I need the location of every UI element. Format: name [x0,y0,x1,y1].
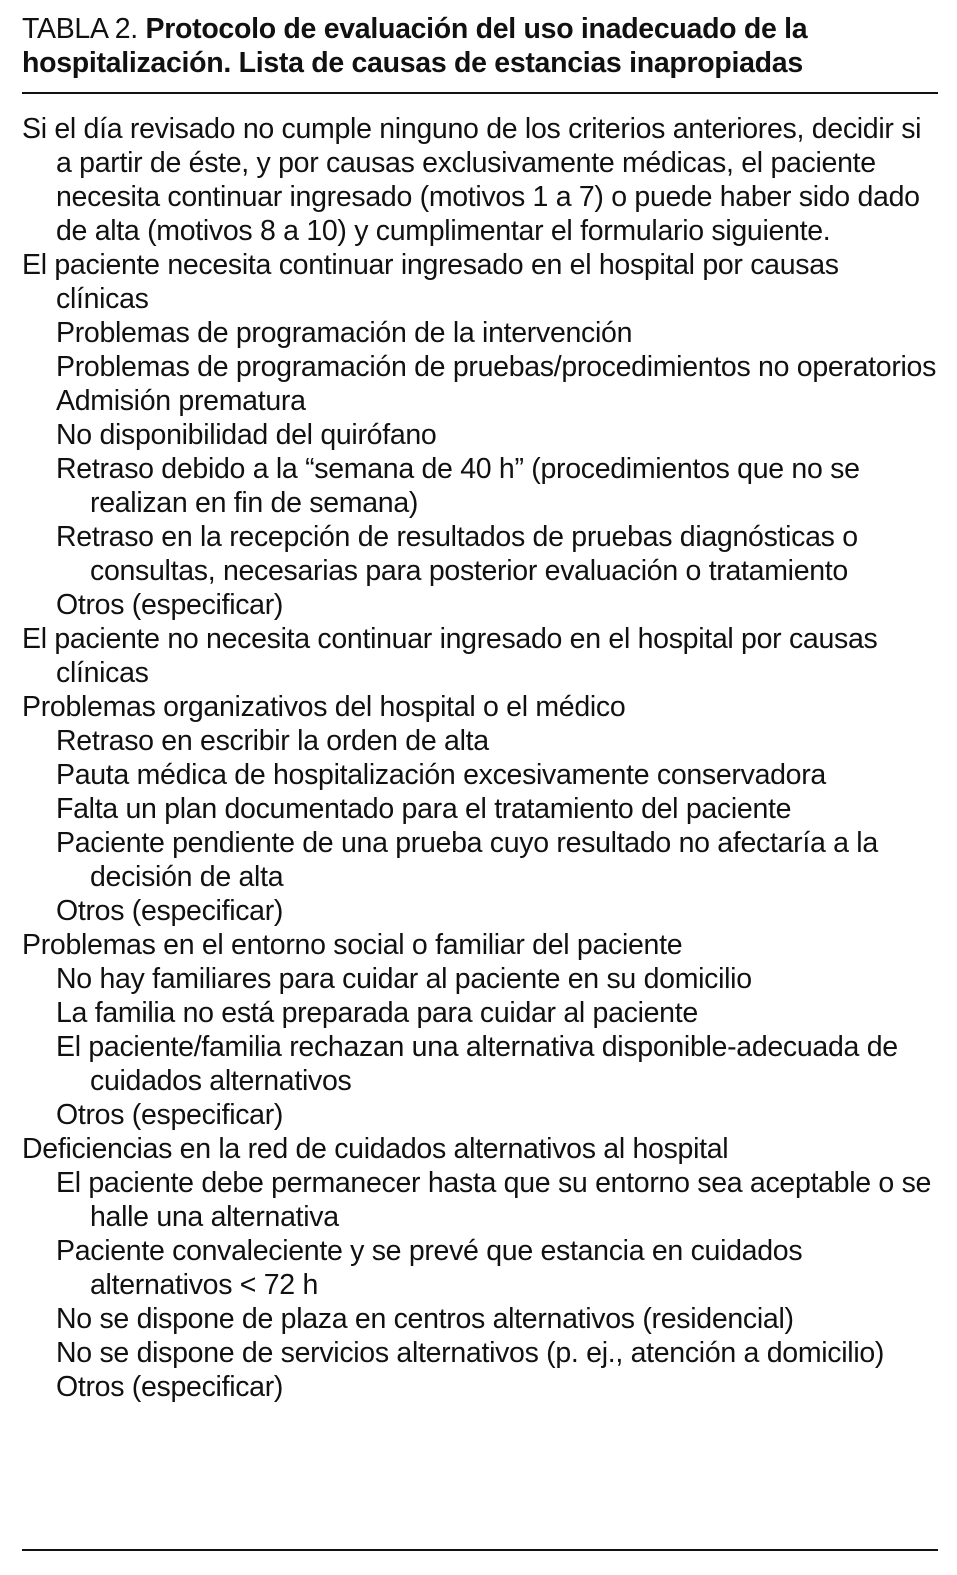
list-item: Retraso debido a la “semana de 40 h” (procedimientos que no se realizan en fin de semana) [56,453,860,519]
list-item: Problemas organizativos del hospital o el médico [22,691,626,723]
list-item: No se dispone de plaza en centros alternativos (residencial) [56,1303,794,1335]
list-item: No disponibilidad del quirófano [56,419,437,451]
top-rule [22,92,938,94]
list-item: Problemas en el entorno social o familiar del paciente [22,929,683,961]
list-item: Otros (especificar) [56,895,284,927]
list-item: El paciente no necesita continuar ingresado en el hospital por causas clínicas [22,623,878,689]
list-item: Deficiencias en la red de cuidados alternativos al hospital [22,1133,729,1165]
list-item: La familia no está preparada para cuidar al paciente [56,997,698,1029]
list-item: Paciente convaleciente y se prevé que estancia en cuidados alternativos < 72 h [56,1235,803,1301]
table-title [22,12,938,80]
list-item: Paciente pendiente de una prueba cuyo resultado no afectaría a la decisión de alta [56,827,878,893]
list-item: No se dispone de servicios alternativos (p. ej., atención a domicilio) [56,1337,885,1369]
list-item: Si el día revisado no cumple ninguno de los criterios anteriores, decidir si a partir de éste, y por causas exclusivamente médicas, el paciente necesita continuar ingresado (motivos 1 a 7) o puede haber sido dado de alta (motivos 8 a 10) y cumplimentar el formulario siguiente. [22,113,922,247]
list-item: Pauta médica de hospitalización excesivamente conservadora [56,759,826,791]
table-title-text: Protocolo de evaluación del uso inadecuado de la hospitalización. Lista de causas de estancias inapropiadas [22,13,808,79]
list-item: Retraso en escribir la orden de alta [56,725,489,757]
causes-list [22,112,938,1404]
list-item: Otros (especificar) [56,1371,284,1403]
list-item: El paciente/familia rechazan una alternativa disponible-adecuada de cuidados alternativos [56,1031,898,1097]
list-item: No hay familiares para cuidar al paciente en su domicilio [56,963,752,995]
list-item: Otros (especificar) [56,589,284,621]
table-document [22,12,938,1404]
list-item: Admisión prematura [56,385,306,417]
bottom-rule [22,1549,938,1551]
list-item: Problemas de programación de la intervención [56,317,633,349]
list-item: Otros (especificar) [56,1099,284,1131]
list-item: El paciente necesita continuar ingresado en el hospital por causas clínicas [22,249,839,315]
list-item: Problemas de programación de pruebas/procedimientos no operatorios [56,351,937,383]
table-label: TABLA 2. [22,13,138,45]
list-item: Falta un plan documentado para el tratamiento del paciente [56,793,792,825]
list-item: Retraso en la recepción de resultados de pruebas diagnósticas o consultas, necesarias para posterior evaluación o tratamiento [56,521,858,587]
list-item: El paciente debe permanecer hasta que su entorno sea aceptable o se halle una alternativa [56,1167,932,1233]
